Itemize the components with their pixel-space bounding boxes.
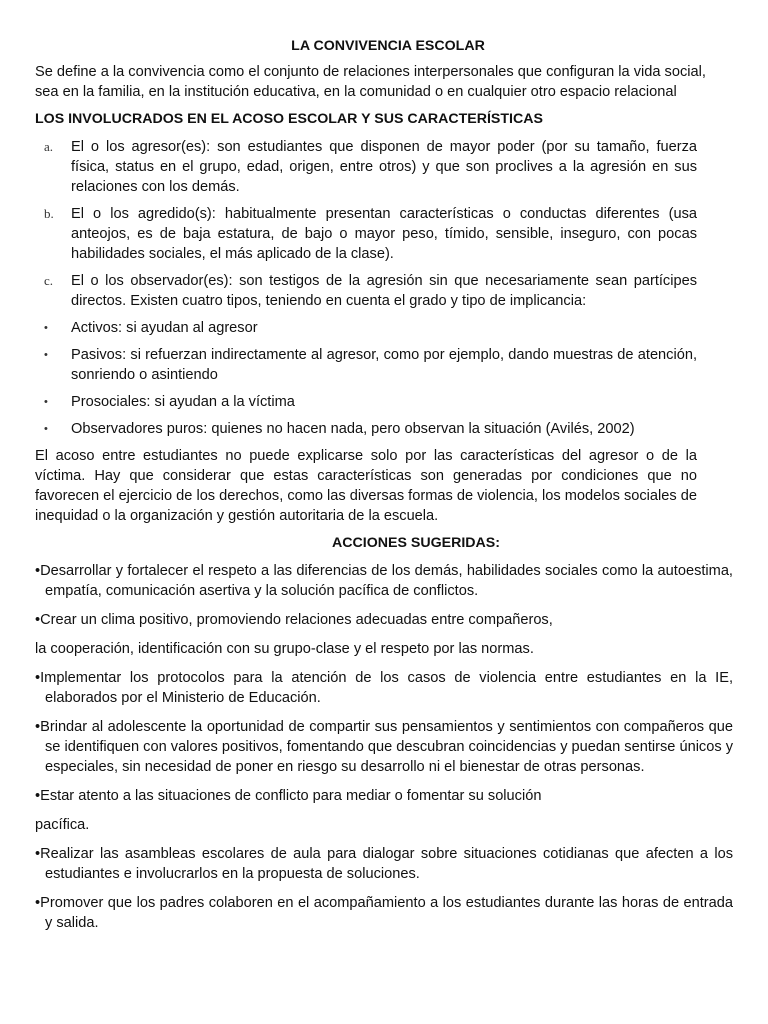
list-marker: c. [44,273,54,288]
action-item: •Desarrollar y fortalecer el respeto a las diferencias de los demás, habilidades sociales como la autoestima, empatía, comunicación asertiva y la solución pacífica de conflictos. [35,563,733,599]
role-item [35,137,733,197]
action-item: •Estar atento a las situaciones de conflicto para mediar o fomentar su solución [35,788,542,804]
actions-list-end [35,844,733,933]
observer-type-item [35,392,733,412]
observer-type-text: Activos: si ayudan al agresor [71,320,258,336]
document-title: LA CONVIVENCIA ESCOLAR [291,38,485,54]
role-text: El o los agresor(es): son estudiantes que disponen de mayor poder (por su tamaño, fuerza física, status en el grupo, edad, origen, entre otros) y que son proclives a la agresión en sus relaciones con los demás. [71,139,697,195]
list-marker: b. [44,206,54,221]
bullet-marker: • [44,423,48,435]
observer-type-text: Pasivos: si refuerzan indirectamente al agresor, como por ejemplo, dando muestras de atención, sonriendo o asintiendo [71,347,697,383]
action-item: •Crear un clima positivo, promoviendo relaciones adecuadas entre compañeros, [35,612,553,628]
observer-type-text: Prosociales: si ayudan a la víctima [71,394,295,410]
action-item: •Promover que los padres colaboren en el acompañamiento a los estudiantes durante las horas de entrada y salida. [35,895,733,931]
role-item [35,204,733,264]
observer-types-list [35,318,733,439]
list-marker: a. [44,139,54,154]
bullet-marker: • [44,396,48,408]
section-heading-involved: LOS INVOLUCRADOS EN EL ACOSO ESCOLAR Y SUS CARACTERÍSTICAS [35,111,543,127]
observer-type-item [35,345,733,385]
action-item: •Realizar las asambleas escolares de aula para dialogar sobre situaciones cotidianas que afecten a los estudiantes e involucrarlos en la propuesta de soluciones. [35,846,733,882]
action-item: •Implementar los protocolos para la atención de los casos de violencia entre estudiantes en la IE, elaborados por el Ministerio de Educación. [35,670,733,706]
actions-list-cont [35,668,733,806]
observer-type-item [35,318,733,338]
intro-paragraph: Se define a la convivencia como el conjunto de relaciones interpersonales que configuran la vida social, sea en la familia, en la institución educativa, en la comunidad o en cualquier otro espacio relacional [35,64,706,100]
bullet-marker: • [44,322,48,334]
action-item: •Brindar al adolescente la oportunidad de compartir sus pensamientos y sentimientos con compañeros que se identifiquen con valores positivos, fomentando que descubran coincidencias y puedan sentirse únicos y especiales, sin necesidad de poner en riesgo su desarrollo ni el bienestar de otras personas. [35,719,733,775]
role-text: El o los observador(es): son testigos de la agresión sin que necesariamente sean partícipes directos. Existen cuatro tipos, teniendo en cuenta el grado y tipo de implicancia: [71,273,697,309]
action-continuation: la cooperación, identificación con su grupo-clase y el respeto por las normas. [35,641,534,657]
observer-type-text: Observadores puros: quienes no hacen nada, pero observan la situación (Avilés, 2002) [71,421,635,437]
action-continuation: pacífica. [35,817,90,833]
bullying-paragraph: El acoso entre estudiantes no puede explicarse solo por las características del agresor o de la víctima. Hay que considerar que estas características son generadas por condiciones que no favorecen el ejercicio de los derechos, como las diversas formas de violencia, los modelos sociales de inequidad o la organización y gestión autoritaria de la escuela. [35,448,697,524]
role-text: El o los agredido(s): habitualmente presentan características o conductas diferentes (usa anteojos, es de baja estatura, de bajo o mayor peso, tímido, sensible, inseguro, con pocas habilidades sociales, el más aplicado de la clase). [71,206,697,262]
bullet-marker: • [44,349,48,361]
actions-list [35,561,733,630]
section-heading-actions: ACCIONES SUGERIDAS: [332,535,500,551]
role-item [35,271,733,311]
roles-list [35,137,733,311]
observer-type-item [35,419,733,439]
